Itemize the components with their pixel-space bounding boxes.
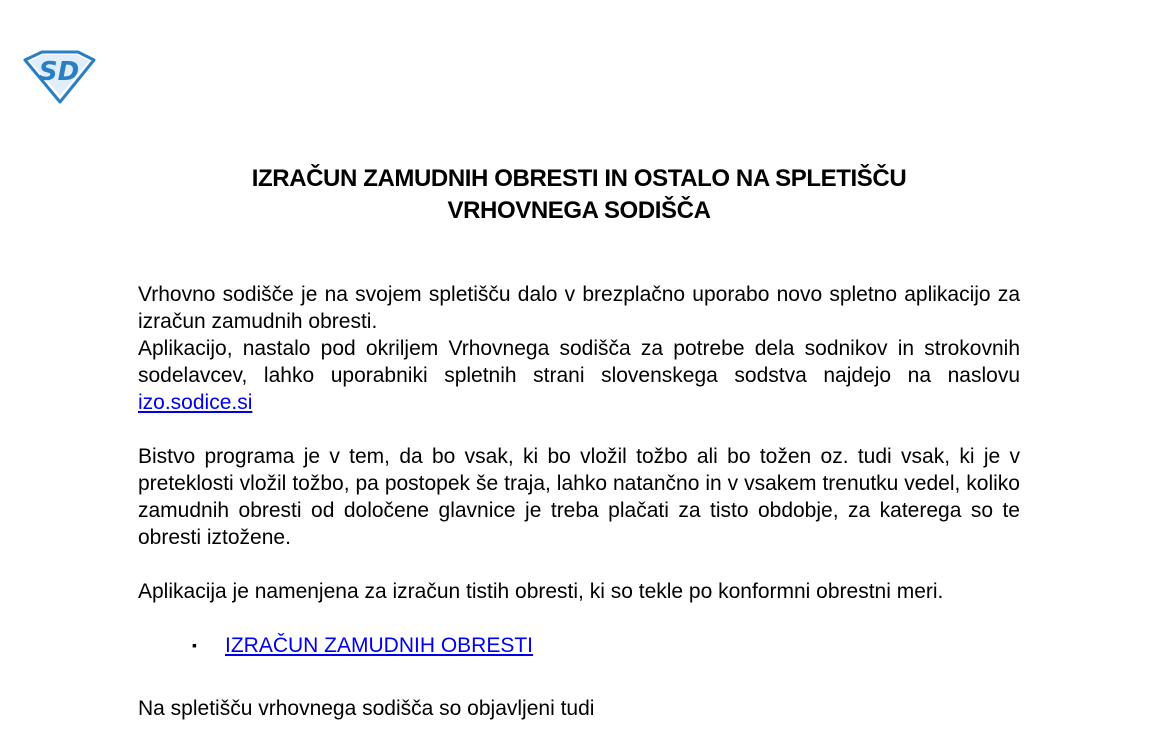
intro-paragraph-1: Vrhovno sodišče je na svojem spletišču dalo v brezplačno uporabo novo spletno aplikacijo za izračun zamudnih obresti. [138, 283, 1020, 333]
list-item [138, 632, 1020, 659]
article-body [138, 281, 1020, 722]
interest-calculator-link[interactable]: IZRAČUN ZAMUDNIH OBRESTI [225, 634, 534, 657]
intro-paragraph-2 [138, 335, 1020, 416]
supreme-court-sd-logo-icon [22, 50, 96, 104]
spacer [138, 605, 1020, 632]
title-line-2: VRHOVNEGA SODIŠČA [447, 197, 711, 224]
page-title [138, 163, 1020, 227]
supreme-court-logo [22, 50, 96, 104]
application-purpose-paragraph: Aplikacija je namenjena za izračun tistih obresti, ki so tekle po konformni obrestni meri. [138, 580, 944, 603]
spacer [138, 416, 1020, 443]
published-also-paragraph: Na spletišču vrhovnega sodišča so objavljeni tudi [138, 697, 595, 720]
bullet-square-icon: ▪ [192, 637, 197, 653]
izo-sodice-link[interactable]: izo.sodice.si [138, 391, 253, 414]
program-essence-paragraph: Bistvo programa je v tem, da bo vsak, ki bo vložil tožbo ali bo tožen oz. tudi vsak, ki je v preteklosti vložil tožbo, pa postopek še traja, lahko natančno in v vsakem trenutku vedel, koliko zamudnih obresti od določene glavnice je treba plačati za tisto obdobje, za katerega so te obresti iztožene. [138, 445, 1020, 549]
logo-letters: SD [38, 57, 80, 87]
title-line-1: IZRAČUN ZAMUDNIH OBRESTI IN OSTALO NA SPLETIŠČU [251, 165, 907, 192]
spacer [138, 551, 1020, 578]
intro-paragraph-2-text: Aplikacijo, nastalo pod okriljem Vrhovnega sodišča za potrebe dela sodnikov in strokovnih sodelavcev, lahko uporabniki spletnih strani slovenskega sodstva najdejo na naslovu [138, 337, 1020, 387]
spacer [138, 659, 1020, 695]
